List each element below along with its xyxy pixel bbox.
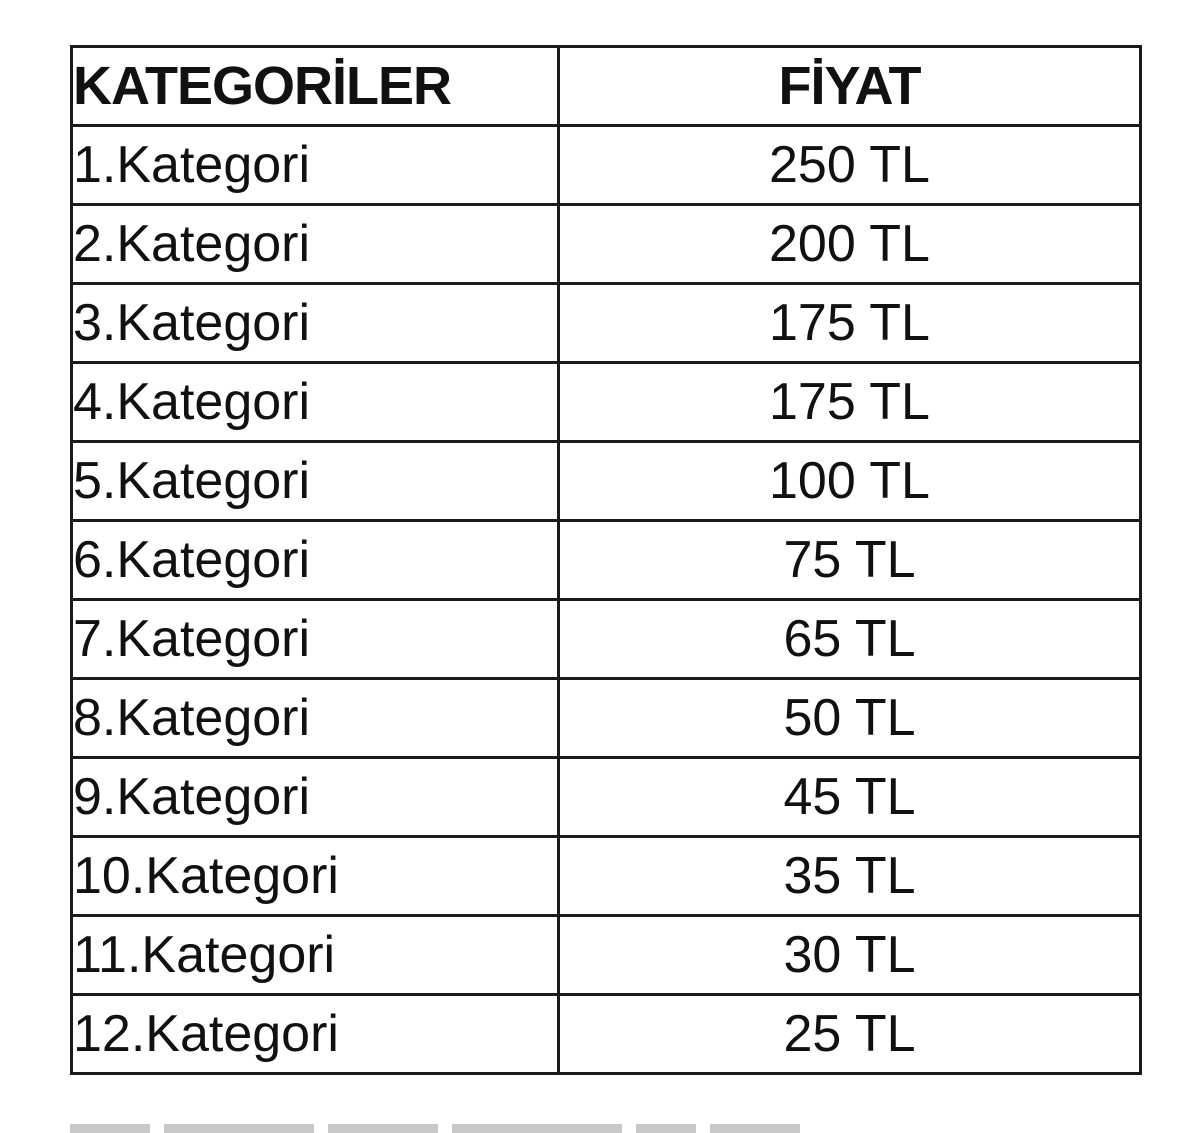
category-cell: 1.Kategori [72, 126, 559, 205]
category-cell: 9.Kategori [72, 758, 559, 837]
category-cell: 4.Kategori [72, 363, 559, 442]
category-cell: 10.Kategori [72, 837, 559, 916]
price-cell: 75 TL [559, 521, 1141, 600]
category-cell: 2.Kategori [72, 205, 559, 284]
category-cell: 6.Kategori [72, 521, 559, 600]
category-cell: 11.Kategori [72, 916, 559, 995]
table-row [72, 758, 1141, 837]
table-row [72, 600, 1141, 679]
price-cell: 100 TL [559, 442, 1141, 521]
header-categories: KATEGORİLER [72, 47, 559, 126]
price-cell: 50 TL [559, 679, 1141, 758]
price-cell: 175 TL [559, 363, 1141, 442]
table-header-row [72, 47, 1141, 126]
category-cell: 5.Kategori [72, 442, 559, 521]
table-row [72, 916, 1141, 995]
table-row [72, 363, 1141, 442]
table-row [72, 995, 1141, 1074]
table-row [72, 679, 1141, 758]
table-row [72, 126, 1141, 205]
category-cell: 7.Kategori [72, 600, 559, 679]
table-row [72, 521, 1141, 600]
table-row [72, 284, 1141, 363]
price-table [70, 45, 1142, 1075]
table-row [72, 442, 1141, 521]
category-cell: 8.Kategori [72, 679, 559, 758]
category-cell: 12.Kategori [72, 995, 559, 1074]
price-cell: 30 TL [559, 916, 1141, 995]
table-row [72, 205, 1141, 284]
price-cell: 250 TL [559, 126, 1141, 205]
price-cell: 25 TL [559, 995, 1141, 1074]
price-cell: 200 TL [559, 205, 1141, 284]
price-cell: 175 TL [559, 284, 1141, 363]
cropped-text-fragment [70, 1124, 970, 1133]
header-price: FİYAT [559, 47, 1141, 126]
price-cell: 65 TL [559, 600, 1141, 679]
price-cell: 35 TL [559, 837, 1141, 916]
table-row [72, 837, 1141, 916]
price-cell: 45 TL [559, 758, 1141, 837]
category-cell: 3.Kategori [72, 284, 559, 363]
